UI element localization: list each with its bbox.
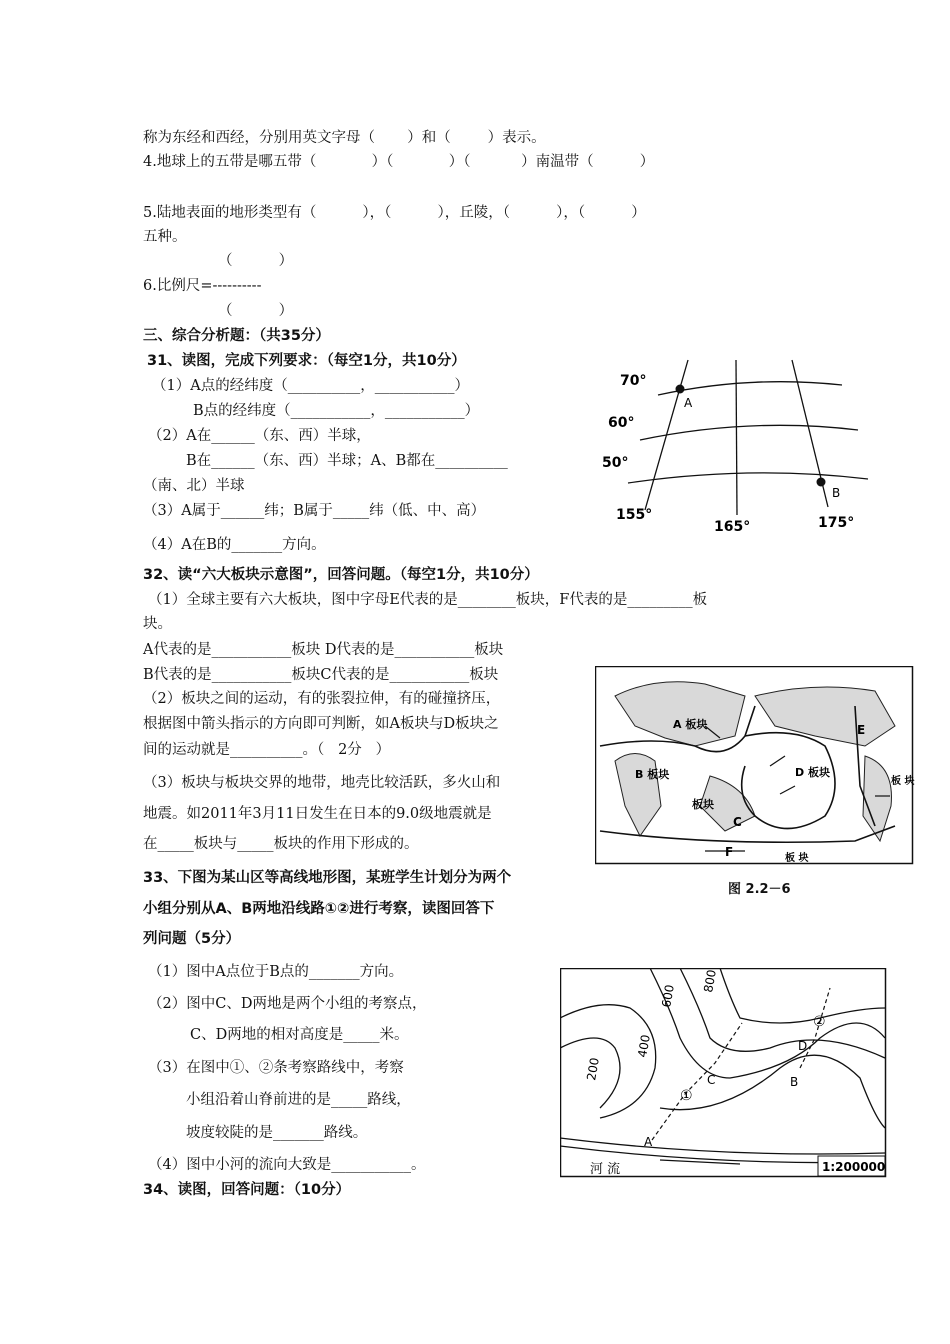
lon-label: 165°: [714, 519, 751, 535]
question-33-3c: 坡度较陡的是_______路线。: [186, 1125, 368, 1141]
lat-label: 60°: [608, 415, 635, 431]
route-label: ①: [680, 1088, 693, 1104]
plate-label: 板块: [692, 798, 714, 811]
point-label: A: [644, 1135, 653, 1149]
text-line: 称为东经和西经，分别用英文字母（ ）和（ ）表示。: [143, 130, 546, 146]
lat-lon-grid-figure: [600, 355, 870, 540]
parallel-70: [658, 382, 842, 395]
question-33-4: （4）图中小河的流向大致是___________。: [148, 1157, 426, 1173]
route-label: ②: [813, 1014, 826, 1030]
question-31-2c: （南、北）半球: [143, 478, 245, 494]
question-33-3b: 小组沿着山脊前进的是_____路线，: [186, 1092, 411, 1108]
point-a-marker: [676, 385, 685, 394]
plate-label: B 板块: [635, 768, 670, 781]
question-32-2c: 间的运动就是__________。（ 2分 ）: [143, 742, 391, 758]
question-33-3a: （3）在图中①、②条考察路线中，考察: [148, 1060, 404, 1076]
question-31-3: （3）A属于______纬；B属于_____纬（低、中、高）: [143, 503, 486, 519]
parallel-60: [640, 425, 858, 440]
question-32-1a: （1）全球主要有六大板块，图中字母E代表的是________板块，F代表的是_________板: [148, 592, 708, 608]
point-label: B: [790, 1075, 799, 1089]
question-34-title: 34、读图，回答问题：（10分）: [143, 1182, 351, 1198]
section-3-title: 三、综合分析题：（共35分）: [143, 328, 330, 344]
plate-label: 板 块: [891, 776, 915, 787]
question-31-1a: （1）A点的经纬度（__________，___________）: [152, 378, 469, 394]
point-b-marker: [817, 478, 826, 487]
question-31-2b: B在______（东、西）半球；A、B都在__________: [186, 453, 508, 469]
lat-label: 50°: [602, 455, 629, 471]
plate-label: A 板块: [673, 718, 708, 731]
question-33-2b: C、D两地的相对高度是_____米。: [190, 1027, 409, 1043]
question-31-4: （4）A在B的_______方向。: [143, 537, 326, 553]
question-31-2a: （2）A在______（东、西）半球，: [148, 428, 371, 444]
river-label: 河 流: [590, 1162, 621, 1177]
question-33-title-b: 小组分别从A、B两地沿线路①②进行考察，读图回答下: [143, 901, 495, 917]
question-32-2b: 根据图中箭头指示的方向即可判断，如A板块与D板块之: [143, 716, 499, 732]
question-32-title: 32、读“六大板块示意图”，回答问题。（每空1分，共10分）: [143, 567, 539, 583]
question-33-title-c: 列问题（5分）: [143, 931, 241, 947]
plate-label: E: [857, 723, 866, 737]
point-a-label: A: [684, 396, 693, 410]
question-33-title-a: 33、下图为某山区等高线地形图，某班学生计划分为两个: [143, 870, 512, 886]
question-32-1d: B代表的是___________板块C代表的是___________板块: [143, 667, 499, 683]
point-label: C: [707, 1073, 716, 1087]
plates-caption: 图 2.2－6: [728, 882, 791, 897]
contour-map-figure: [560, 968, 890, 1180]
question-32-1c: A代表的是___________板块 D代表的是___________板块: [143, 642, 504, 658]
point-b-label: B: [832, 486, 841, 500]
question-32-3a: （3）板块与板块交界的地带，地壳比较活跃，多火山和: [143, 775, 501, 791]
lon-label: 175°: [818, 515, 855, 531]
question-32-2a: （2）板块之间的运动，有的张裂拉伸，有的碰撞挤压，: [143, 691, 501, 707]
parallel-50: [628, 473, 868, 483]
question-6: 6.比例尺=----------: [143, 278, 262, 294]
scale-numerator: （ ）: [218, 253, 294, 269]
question-32-3c: 在_____板块与_____板块的作用下形成的。: [143, 836, 419, 852]
question-32-1b: 块。: [143, 616, 172, 632]
question-5: 5.陆地表面的地形类型有（ ），（ ），丘陵，（ ），（ ）: [143, 205, 646, 221]
question-33-1: （1）图中A点位于B点的_______方向。: [148, 964, 404, 980]
text-line: 五种。: [143, 229, 187, 245]
question-33-2a: （2）图中C、D两地是两个小组的考察点，: [148, 996, 427, 1012]
scale-denominator: （ ）: [218, 303, 294, 319]
plate-label: 板 块: [785, 853, 809, 864]
lat-label: 70°: [620, 373, 647, 389]
lon-label: 155°: [616, 507, 653, 523]
point-label: D: [798, 1039, 808, 1053]
contour-label: 200: [584, 1056, 602, 1082]
meridian-155: [645, 360, 688, 510]
question-31-1b: B点的经纬度（___________，___________）: [193, 403, 480, 419]
plates-map-figure: [595, 666, 915, 866]
plate-label: F: [725, 845, 734, 859]
question-31-title: 31、读图，完成下列要求：（每空1分，共10分）: [147, 353, 466, 369]
contour-label: 800: [701, 968, 719, 994]
plate-label: C: [733, 815, 742, 829]
contour-label: 600: [659, 983, 677, 1009]
scale-label: 1:200000: [822, 1160, 886, 1174]
question-32-3b: 地震。如2011年3月11日发生在日本的9.0级地震就是: [143, 806, 492, 822]
contour-label: 400: [635, 1033, 653, 1059]
question-4: 4.地球上的五带是哪五带（ ）（ ）（ ）南温带（ ）: [143, 154, 655, 170]
plate-label: D 板块: [795, 766, 830, 779]
